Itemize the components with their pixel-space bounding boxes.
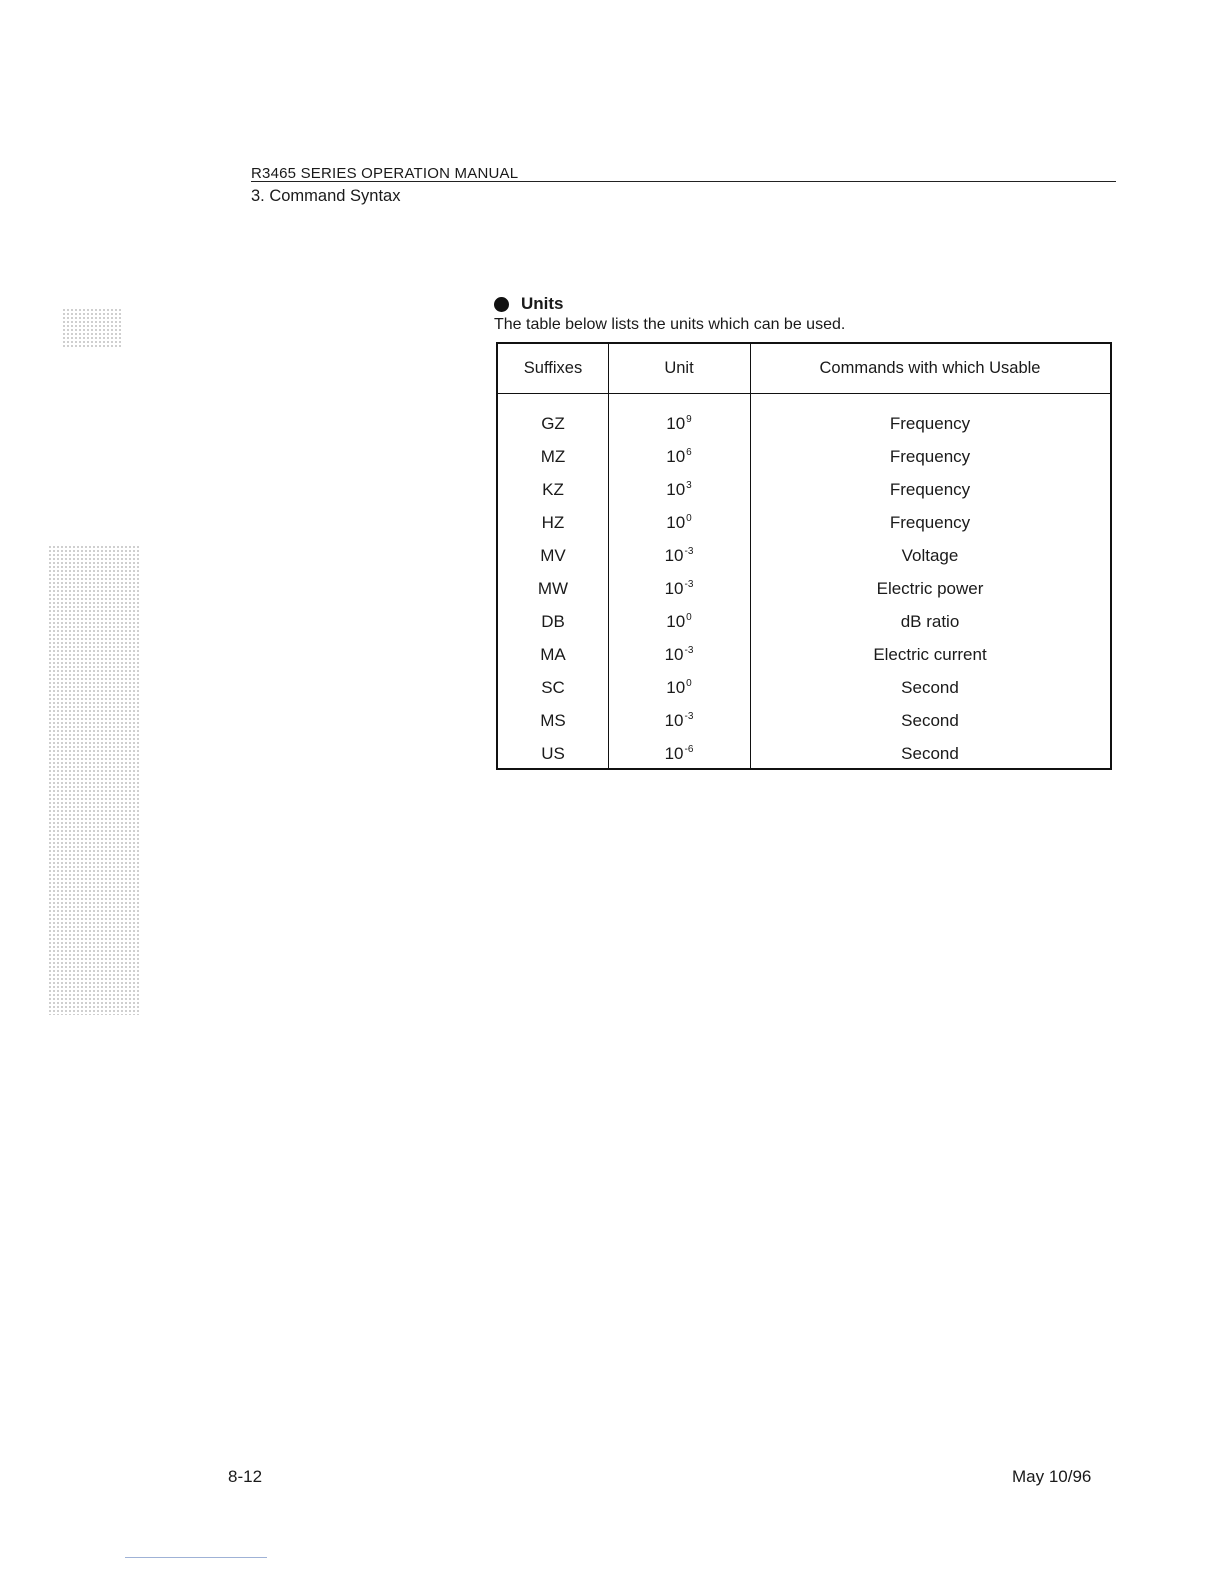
unit-exponent: -3 <box>684 546 694 557</box>
units-table <box>496 342 1112 770</box>
page-number: 8-12 <box>228 1467 263 1486</box>
unit-exponent: -3 <box>684 579 694 590</box>
header-divider <box>498 393 1110 394</box>
unit-base: 10 <box>666 479 686 499</box>
suffix-cell: DB <box>541 611 565 631</box>
table-row <box>498 539 1110 572</box>
suffix-cell: GZ <box>541 413 565 433</box>
column-header-commands: Commands with which Usable <box>819 359 1041 377</box>
unit-base: 10 <box>666 446 686 466</box>
unit-exponent: 0 <box>686 612 692 623</box>
table-row <box>498 506 1110 539</box>
units-title: Units <box>521 294 564 313</box>
unit-cell <box>608 539 750 572</box>
units-intro: The table below lists the units which can be used. <box>494 316 846 333</box>
unit-exponent: -6 <box>684 744 694 755</box>
units-heading <box>494 294 564 314</box>
command-cell: dB ratio <box>900 611 960 631</box>
unit-cell <box>608 473 750 506</box>
unit-exponent: 0 <box>686 513 692 524</box>
section-title: 3. Command Syntax <box>251 187 401 205</box>
unit-exponent: -3 <box>684 711 694 722</box>
suffix-cell: MA <box>540 644 566 664</box>
suffix-cell: HZ <box>541 512 565 532</box>
suffix-cell: KZ <box>542 479 564 499</box>
table-row <box>498 440 1110 473</box>
command-cell: Electric current <box>873 644 987 664</box>
page-header <box>251 165 1116 206</box>
column-header-suffixes: Suffixes <box>523 359 583 377</box>
suffix-cell: MV <box>540 545 566 565</box>
unit-base: 10 <box>664 743 684 763</box>
unit-base: 10 <box>666 413 686 433</box>
revision-date: May 10/96 <box>1012 1467 1092 1486</box>
unit-exponent: 9 <box>686 414 692 425</box>
command-cell: Voltage <box>901 545 959 565</box>
unit-cell <box>608 407 750 440</box>
suffix-cell: MW <box>537 578 569 598</box>
table-row <box>498 407 1110 440</box>
table-row <box>498 638 1110 671</box>
table-row <box>498 671 1110 704</box>
unit-cell <box>608 440 750 473</box>
unit-base: 10 <box>664 578 684 598</box>
unit-exponent: 3 <box>686 480 692 491</box>
unit-cell <box>608 605 750 638</box>
unit-base: 10 <box>666 677 686 697</box>
suffix-cell: MZ <box>540 446 566 466</box>
table-row <box>498 572 1110 605</box>
unit-cell <box>608 638 750 671</box>
table-row <box>498 605 1110 638</box>
header-rule <box>251 181 1116 182</box>
suffix-cell: SC <box>541 677 565 697</box>
unit-cell <box>608 572 750 605</box>
command-cell: Frequency <box>889 446 971 466</box>
manual-title: R3465 SERIES OPERATION MANUAL <box>251 165 519 182</box>
command-cell: Electric power <box>876 578 984 598</box>
unit-cell <box>608 671 750 704</box>
unit-base: 10 <box>664 644 684 664</box>
command-cell: Second <box>901 677 959 697</box>
column-header-unit: Unit <box>664 359 694 377</box>
unit-exponent: 6 <box>686 447 692 458</box>
suffix-cell: US <box>541 743 565 763</box>
scan-speckle-upper <box>62 308 122 348</box>
command-cell: Frequency <box>889 479 971 499</box>
command-cell: Second <box>901 710 959 730</box>
unit-cell <box>608 506 750 539</box>
scan-speckle-margin <box>48 545 140 1015</box>
command-cell: Frequency <box>889 512 971 532</box>
table-row <box>498 473 1110 506</box>
table-row <box>498 737 1110 770</box>
unit-cell <box>608 737 750 770</box>
unit-base: 10 <box>666 611 686 631</box>
command-cell: Frequency <box>889 413 971 433</box>
suffix-cell: MS <box>540 710 566 730</box>
unit-exponent: -3 <box>684 645 694 656</box>
unit-base: 10 <box>666 512 686 532</box>
bottom-rule <box>125 1557 267 1558</box>
bullet-icon <box>494 297 509 312</box>
unit-exponent: 0 <box>686 678 692 689</box>
command-cell: Second <box>901 743 959 763</box>
table-row <box>498 704 1110 737</box>
unit-base: 10 <box>664 710 684 730</box>
unit-base: 10 <box>664 545 684 565</box>
unit-cell <box>608 704 750 737</box>
